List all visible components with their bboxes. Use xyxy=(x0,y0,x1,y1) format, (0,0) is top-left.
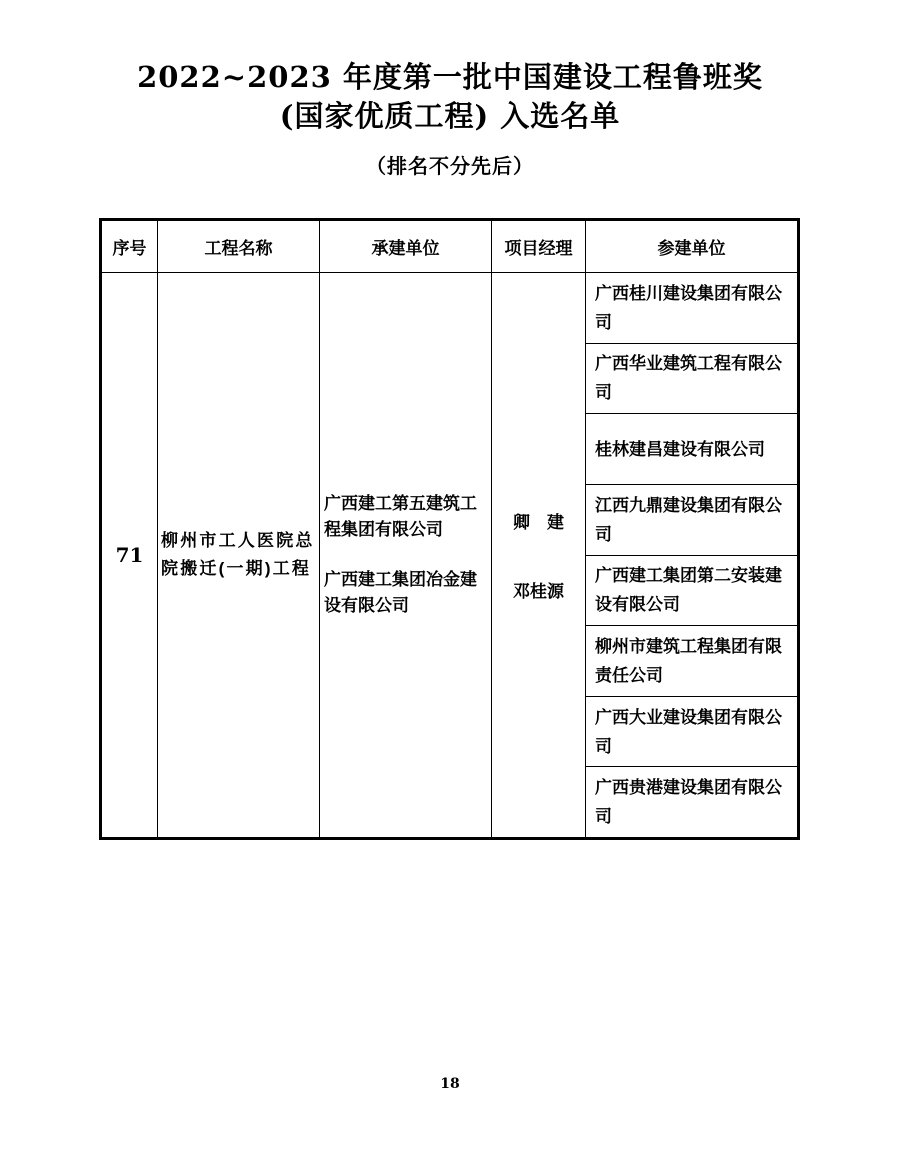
participant-unit-3: 桂林建昌建设有限公司 xyxy=(595,439,765,459)
header-project-name: 工程名称 xyxy=(158,221,320,272)
header-builder-unit: 承建单位 xyxy=(320,221,492,272)
participant-row xyxy=(586,485,797,556)
builder-unit-2: 广西建工集团冶金建设有限公司 xyxy=(324,570,477,615)
cell-builder-units xyxy=(320,273,492,837)
project-name-text: 柳州市工人医院总院搬迁(一期)工程 xyxy=(161,531,315,578)
participant-unit-4: 江西九鼎建设集团有限公司 xyxy=(595,495,782,544)
page-number: 18 xyxy=(440,1076,460,1092)
header-project-manager: 项目经理 xyxy=(492,221,586,272)
cell-project-managers xyxy=(492,273,586,837)
participant-unit-5: 广西建工集团第二安装建设有限公司 xyxy=(595,566,782,615)
participant-row xyxy=(586,697,797,768)
award-table xyxy=(99,218,800,840)
table-body-row xyxy=(102,273,797,837)
header-serial-number: 序号 xyxy=(102,221,158,272)
cell-serial-number: 71 xyxy=(102,273,158,837)
project-manager-2: 邓桂源 xyxy=(513,582,564,601)
document-title-line2: (国家优质工程) 入选名单 xyxy=(279,99,621,133)
participant-unit-1: 广西桂川建设集团有限公司 xyxy=(595,283,782,332)
document-title-line1: 2022~2023 年度第一批中国建设工程鲁班奖 xyxy=(137,60,763,94)
table-header-row xyxy=(102,221,797,273)
participant-unit-6: 柳州市建筑工程集团有限责任公司 xyxy=(595,636,782,685)
participant-unit-7: 广西大业建设集团有限公司 xyxy=(595,707,782,756)
cell-participant-units xyxy=(586,273,797,837)
participant-row xyxy=(586,344,797,415)
participant-unit-8: 广西贵港建设集团有限公司 xyxy=(595,778,782,827)
participant-unit-2: 广西华业建筑工程有限公司 xyxy=(595,354,782,403)
project-manager-1: 卿 建 xyxy=(513,513,564,532)
participant-row xyxy=(586,626,797,697)
participant-row xyxy=(586,767,797,837)
header-participant-unit: 参建单位 xyxy=(657,239,726,258)
participant-row xyxy=(586,273,797,344)
participant-row xyxy=(586,414,797,485)
cell-project-name xyxy=(158,273,320,837)
builder-unit-1: 广西建工第五建筑工程集团有限公司 xyxy=(324,494,477,539)
participant-row xyxy=(586,556,797,627)
document-subtitle: （排名不分先后） xyxy=(366,154,534,178)
title-block xyxy=(0,58,900,179)
